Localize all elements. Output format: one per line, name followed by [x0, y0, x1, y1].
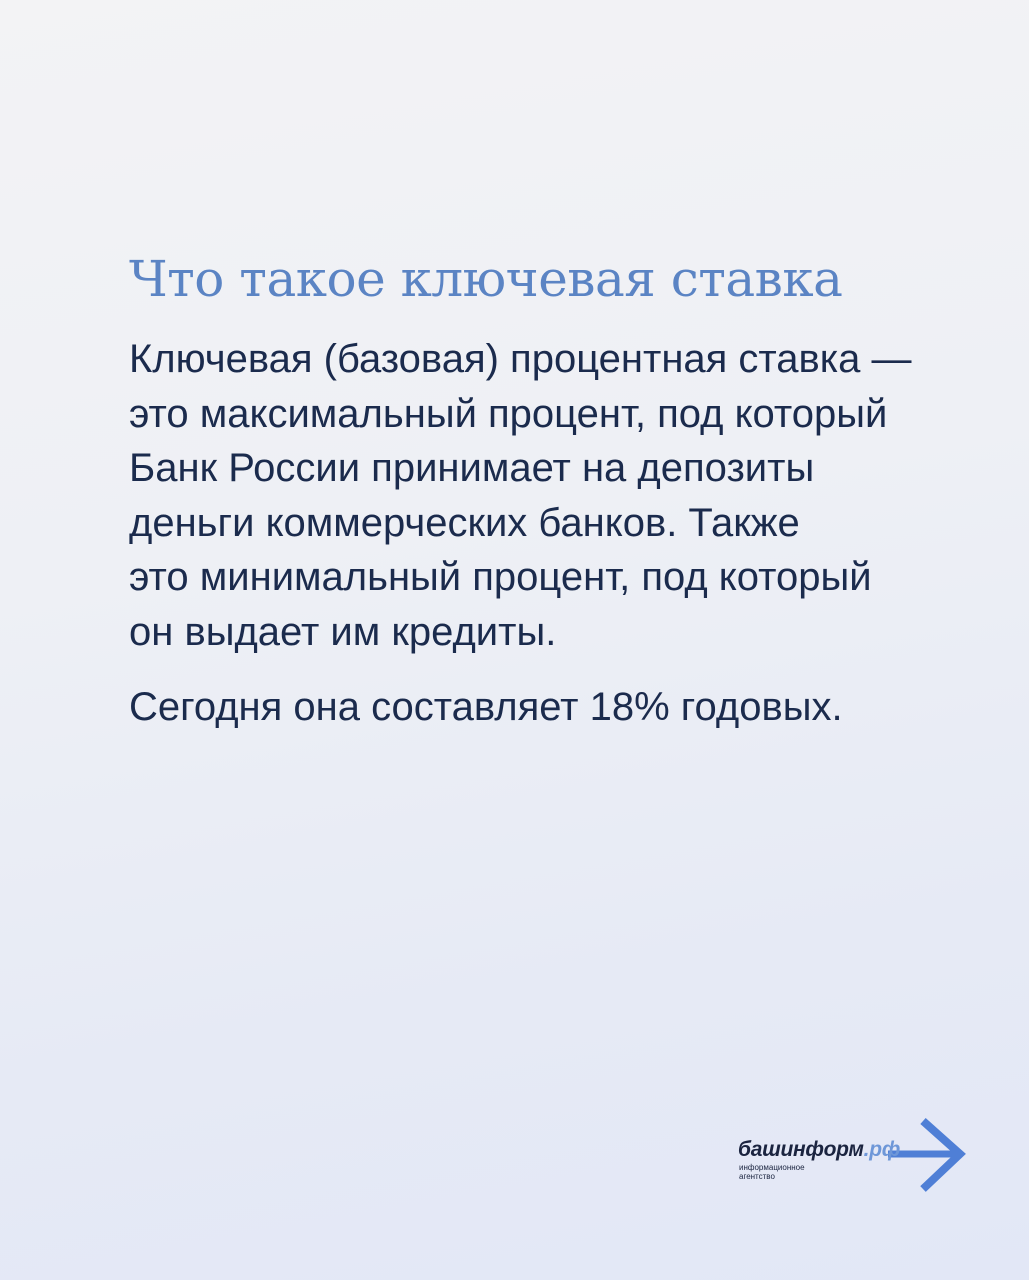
- bashinform-logo: [738, 1117, 968, 1193]
- body-line: деньги коммерческих банков. Также: [129, 500, 800, 545]
- body-line: это минимальный процент, под который: [129, 555, 872, 600]
- current-rate-text: Сегодня она составляет 18% годовых.: [129, 685, 843, 729]
- logo-wordmark: [738, 1138, 900, 1162]
- body-line: это максимальный процент, под который: [129, 391, 888, 436]
- body-line: он выдает им кредиты.: [129, 609, 557, 654]
- body-line: Ключевая (базовая) процентная ставка —: [129, 337, 912, 381]
- logo-subtitle-line: информационное: [739, 1163, 805, 1172]
- card-title: Что такое ключевая ставка: [129, 250, 843, 308]
- body-line: Банк России принимает на депозиты: [129, 446, 815, 491]
- logo-subtitle-line: агентство: [739, 1172, 775, 1181]
- logo-suffix: .рф: [863, 1138, 901, 1161]
- logo-subtitle: [739, 1163, 805, 1181]
- card-body: [129, 332, 1009, 660]
- logo-name: башинформ: [738, 1138, 864, 1161]
